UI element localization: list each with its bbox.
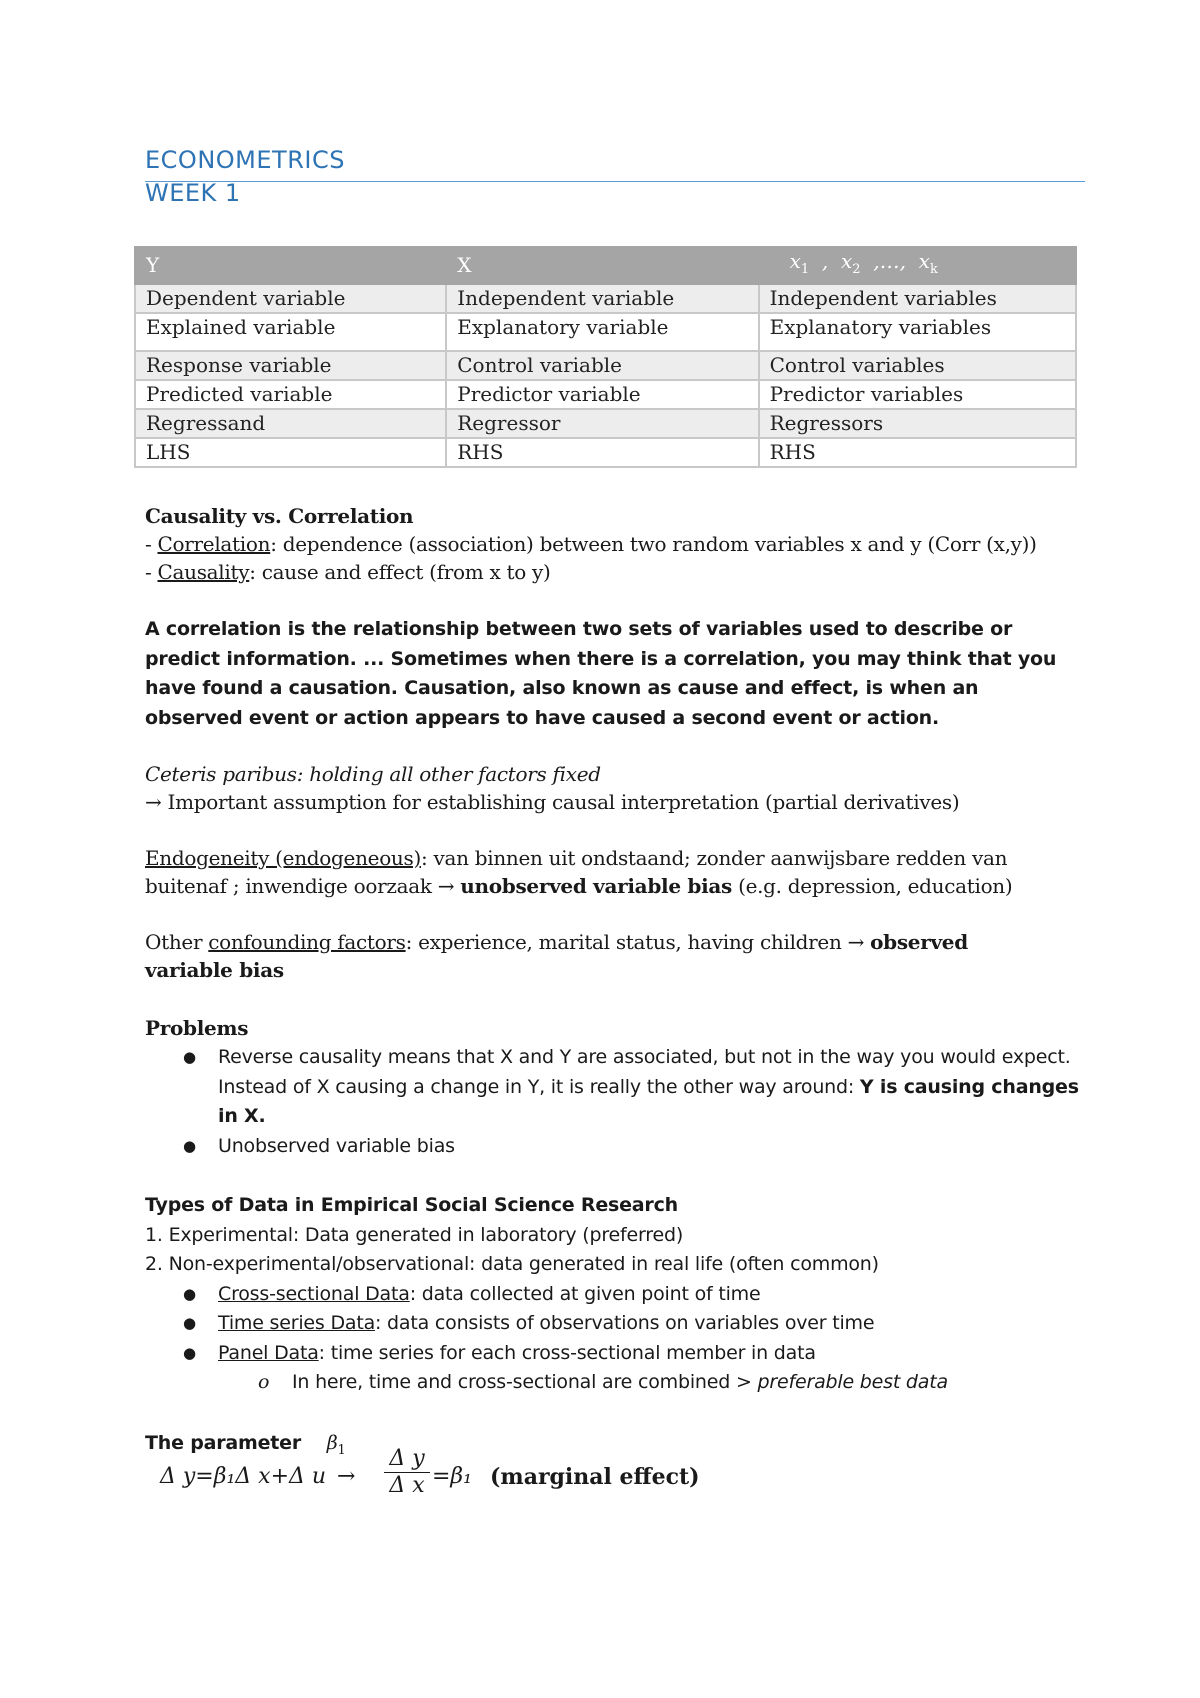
causality-section [145, 502, 1075, 586]
ceteris-paribus-section [145, 760, 1075, 816]
parameter-heading: The parameter $\beta_1$ [145, 1432, 346, 1458]
table-cell: Predictor variables [759, 380, 1076, 409]
table-cell: Response variable [135, 351, 446, 380]
confounding-section: Other confounding factors: experience, marital status, having children → observed variable bias [145, 930, 968, 982]
variable-terminology-table [134, 246, 1077, 468]
table-cell: Regressors [759, 409, 1076, 438]
table-cell: Control variables [759, 351, 1076, 380]
section-heading: Types of Data in Empirical Social Science Research [145, 1194, 678, 1216]
table-cell: Explanatory variable [446, 313, 758, 351]
table-cell: Predicted variable [135, 380, 446, 409]
list-item: 2. Non-experimental/observational: data generated in real life (often common) [145, 1253, 879, 1275]
table-row [135, 409, 1076, 438]
endogeneity-section: Endogeneity (endogeneous): van binnen uit ondstaand; zonder aanwijsbare redden van buitenaf ; inwendige oorzaak → unobserved variable bias (e.g. depression, education) [145, 846, 1013, 898]
marginal-effect-label: (marginal effect) [490, 1464, 700, 1490]
list-item: ● Unobserved variable bias [145, 1132, 1080, 1162]
title-divider [145, 181, 1085, 182]
table-row [135, 438, 1076, 467]
header-cell-xs [759, 247, 1076, 284]
problems-list [145, 1043, 1080, 1161]
list-item: ● Panel Data: time series for each cross-sectional member in data [145, 1339, 1075, 1369]
regressor-list-math: $x_1$ , $x_2$ ,…, $x_k$ [789, 249, 938, 277]
correlation-definition: - Correlation: dependence (association) between two random variables x and y (Corr (x,y)) [145, 532, 1037, 556]
table-cell: Dependent variable [135, 284, 446, 313]
causality-definition: - Causality: cause and effect (from x to y) [145, 560, 551, 584]
table-row [135, 380, 1076, 409]
section-heading: Causality vs. Correlation [145, 504, 414, 528]
equation-left: Δ y=β₁Δ x+Δ u [160, 1464, 327, 1489]
table-cell: Regressor [446, 409, 758, 438]
header-cell-x: X [446, 247, 758, 284]
list-item: ● Reverse causality means that X and Y are associated, but not in the way you would expect. Instead of X causing a change in Y, it is really the other way around: Y is causing changes in X. [145, 1043, 1080, 1132]
data-types-section [145, 1191, 1075, 1398]
problems-heading: Problems [145, 1016, 249, 1040]
list-item: 1. Experimental: Data generated in laboratory (preferred) [145, 1223, 684, 1246]
table-cell: RHS [446, 438, 758, 467]
table-cell: Predictor variable [446, 380, 758, 409]
delta-fraction: $\frac{\text{Δ y}}{\text{Δ x}}$ [384, 1446, 430, 1499]
table-cell: Explanatory variables [759, 313, 1076, 351]
ceteris-paribus-line: Ceteris paribus: holding all other factors fixed [145, 762, 601, 786]
equation-right: =β₁ [432, 1464, 472, 1489]
table-cell: Regressand [135, 409, 446, 438]
sub-list-item: o In here, time and cross-sectional are combined > preferable best data [145, 1368, 1075, 1398]
header-cell-y: Y [135, 247, 446, 284]
circle-bullet-icon: o [258, 1371, 270, 1393]
table-cell: Control variable [446, 351, 758, 380]
bullet-icon: ● [183, 1284, 196, 1303]
bullet-icon: ● [183, 1048, 196, 1066]
arrow-icon: → [337, 1464, 356, 1489]
table-cell: LHS [135, 438, 446, 467]
week-subtitle: WEEK 1 [145, 179, 241, 207]
bullet-icon: ● [183, 1343, 196, 1362]
ceteris-paribus-note: → Important assumption for establishing causal interpretation (partial derivatives) [145, 790, 960, 814]
table-header-row [135, 247, 1076, 284]
list-item: ● Time series Data: data consists of observations on variables over time [145, 1309, 1075, 1339]
table-row [135, 313, 1076, 351]
table-row [135, 284, 1076, 313]
document-title: ECONOMETRICS [145, 146, 345, 174]
table-cell: RHS [759, 438, 1076, 467]
list-item: ● Cross-sectional Data: data collected at given point of time [145, 1280, 1075, 1310]
table-cell: Explained variable [135, 313, 446, 351]
correlation-causation-paragraph: A correlation is the relationship between two sets of variables used to describe or predict information. ... Sometimes when there is a correlation, you may think that you have found a causation. Causation, also known as cause and effect, is when an observed event or action appears to have caused a second event or action. [145, 618, 1057, 729]
bullet-icon: ● [183, 1314, 196, 1332]
bullet-icon: ● [183, 1136, 196, 1155]
table-row [135, 351, 1076, 380]
table-cell: Independent variable [446, 284, 758, 313]
table-cell: Independent variables [759, 284, 1076, 313]
marginal-effect-equation [160, 1446, 860, 1524]
